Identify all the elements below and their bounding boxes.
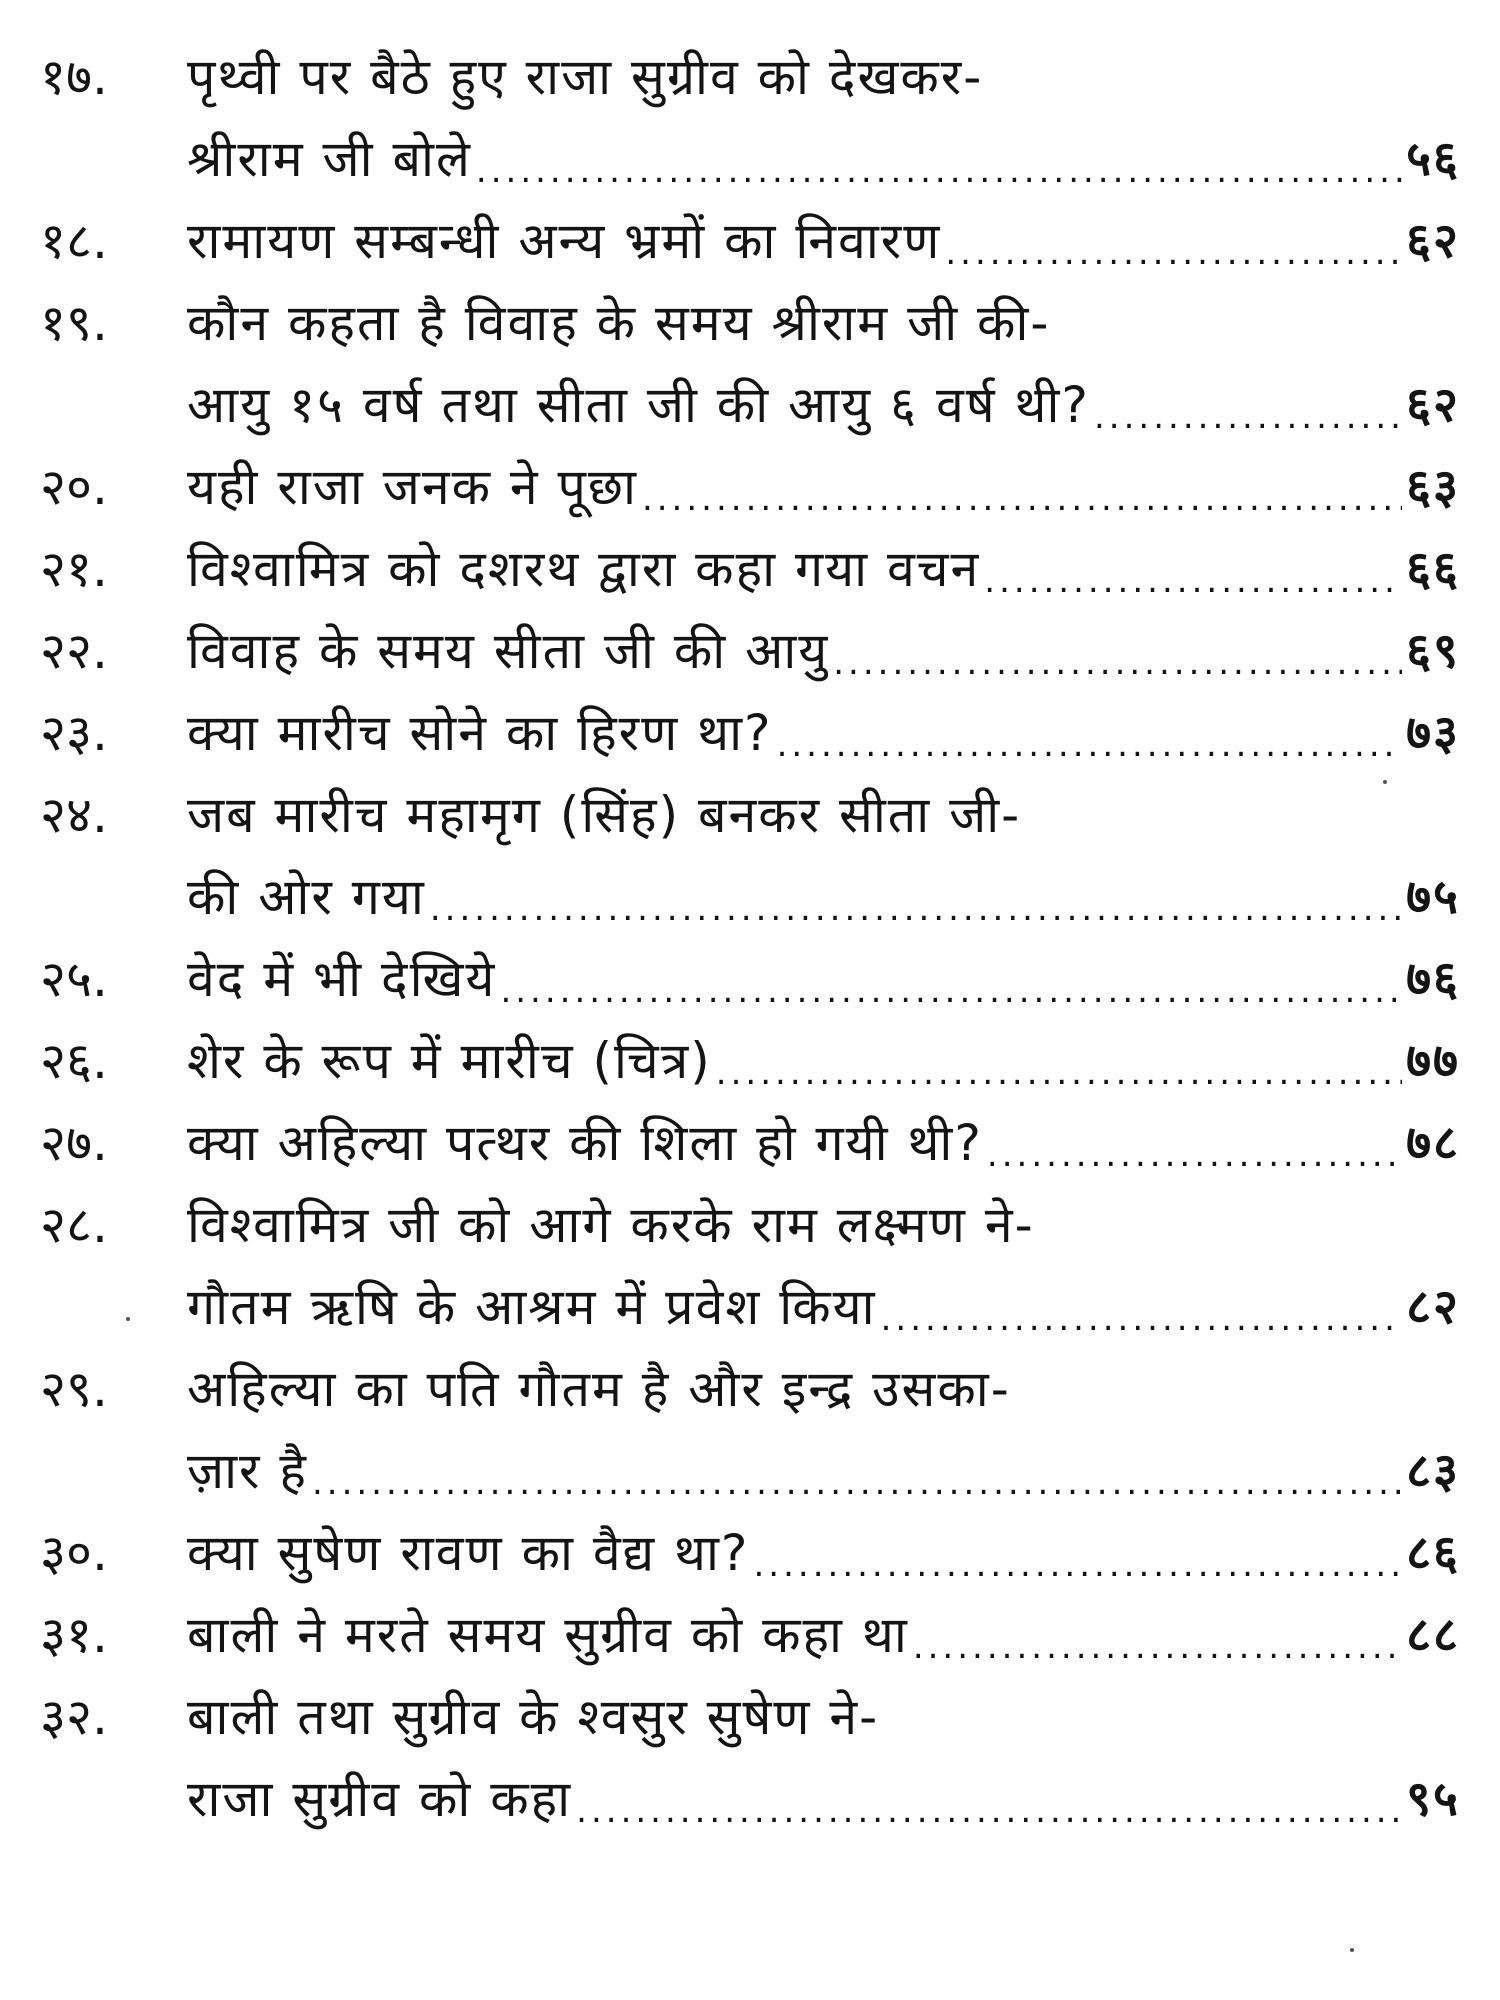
page-number: ७५ (1406, 869, 1460, 925)
entry-number: २६. (40, 1032, 108, 1090)
page-number: ८३ (1406, 1443, 1460, 1499)
page-number: ७७ (1406, 1033, 1460, 1089)
page-number: ७३ (1406, 705, 1460, 761)
dot-leader (312, 1458, 1402, 1512)
toc-entry (40, 1594, 1460, 1676)
entry-text-row (187, 1512, 1460, 1594)
entry-text-row (187, 1266, 1460, 1348)
entry-title: आयु १५ वर्ष तथा सीता जी की आयु ६ वर्ष थी? (187, 376, 1090, 434)
entry-title: वेद में भी देखिये (187, 950, 497, 1008)
entry-title: बाली ने मरते समय सुग्रीव को कहा था (187, 1606, 909, 1664)
toc-entry-line (40, 200, 1460, 282)
entry-text-row (187, 1594, 1460, 1676)
entry-text-row (187, 1020, 1460, 1102)
entry-title: विश्वामित्र को दशरथ द्वारा कहा गया वचन (187, 540, 981, 598)
toc-entry-line (40, 118, 1460, 200)
toc-entry-line (40, 1594, 1460, 1676)
dot-leader (987, 1130, 1402, 1184)
toc-entry-line (40, 364, 1460, 446)
toc-entry-line (40, 1512, 1460, 1594)
entry-text-row (187, 200, 1460, 282)
print-speck (126, 1317, 130, 1321)
toc-entry-line (40, 1348, 1460, 1430)
toc-entry (40, 528, 1460, 610)
toc-entry (40, 1676, 1460, 1840)
entry-number: २०. (40, 458, 108, 516)
dot-leader (913, 1622, 1402, 1676)
entry-title: जब मारीच महामृग (सिंह) बनकर सीता जी- (187, 786, 1022, 844)
page-number: ७८ (1406, 1115, 1460, 1171)
toc-entry-line (40, 856, 1460, 938)
entry-title: कौन कहता है विवाह के समय श्रीराम जी की- (187, 294, 1051, 352)
entry-text-row (187, 282, 1460, 364)
entry-text-row (187, 856, 1460, 938)
toc-entry-line (40, 36, 1460, 118)
toc-entry-line (40, 528, 1460, 610)
toc-entry-line (40, 1758, 1460, 1840)
dot-leader (716, 1048, 1402, 1102)
entry-text-row (187, 528, 1460, 610)
entry-title: क्या अहिल्या पत्थर की शिला हो गयी थी? (187, 1114, 983, 1172)
dot-leader (984, 556, 1402, 610)
dot-leader (430, 884, 1402, 938)
toc-entry (40, 446, 1460, 528)
entry-title: ज़ार है (187, 1442, 308, 1500)
entry-number: ३१. (40, 1606, 108, 1664)
entry-text-row (187, 1184, 1460, 1266)
toc-entry (40, 692, 1460, 774)
entry-title: श्रीराम जी बोले (187, 130, 472, 188)
entry-title: विवाह के समय सीता जी की आयु (187, 622, 830, 680)
dot-leader (476, 146, 1402, 200)
entry-text-row (187, 36, 1460, 118)
page-number: ६६ (1406, 541, 1460, 597)
dot-leader (1094, 392, 1402, 446)
dot-leader (642, 474, 1402, 528)
toc-entry-line (40, 938, 1460, 1020)
entry-title: बाली तथा सुग्रीव के श्वसुर सुषेण ने- (187, 1688, 880, 1746)
entry-title: गौतम ऋषि के आश्रम में प्रवेश किया (187, 1278, 877, 1336)
toc-entry-line (40, 774, 1460, 856)
entry-title: अहिल्या का पति गौतम है और इन्द्र उसका- (187, 1360, 1011, 1418)
page-number: ७६ (1406, 951, 1460, 1007)
entry-text-row (187, 938, 1460, 1020)
entry-number: २१. (40, 540, 108, 598)
entry-text-row (187, 1430, 1460, 1512)
dot-leader (753, 1540, 1402, 1594)
toc-entry-line (40, 446, 1460, 528)
page-number: ६३ (1406, 459, 1460, 515)
entry-number: २४. (40, 786, 108, 844)
entry-title: पृथ्वी पर बैठे हुए राजा सुग्रीव को देखकर- (187, 48, 984, 106)
toc-entry-line (40, 1676, 1460, 1758)
page-number: ६९ (1406, 623, 1460, 679)
entry-number: ३०. (40, 1524, 108, 1582)
toc-entry (40, 1348, 1460, 1512)
toc-entry (40, 1020, 1460, 1102)
entry-text-row (187, 692, 1460, 774)
toc-entry-line (40, 1020, 1460, 1102)
toc-entry-line (40, 282, 1460, 364)
entry-title: शेर के रूप में मारीच (चित्र) (187, 1032, 712, 1090)
entry-text-row (187, 118, 1460, 200)
toc-list (40, 36, 1460, 1840)
entry-number: २२. (40, 622, 108, 680)
print-speck (1350, 1948, 1354, 1952)
dot-leader (500, 966, 1402, 1020)
dot-leader (576, 1786, 1402, 1840)
entry-number: १७. (40, 48, 108, 106)
toc-entry-line (40, 692, 1460, 774)
entry-number: २८. (40, 1196, 108, 1254)
entry-number: ३२. (40, 1688, 108, 1746)
entry-text-row (187, 610, 1460, 692)
entry-number: २३. (40, 704, 108, 762)
page-number: ६२ (1406, 377, 1460, 433)
page-number: ८८ (1406, 1607, 1460, 1663)
entry-number: २५. (40, 950, 108, 1008)
print-speck (1383, 780, 1387, 784)
entry-number: १९. (40, 294, 108, 352)
dot-leader (945, 228, 1402, 282)
entry-text-row (187, 1758, 1460, 1840)
toc-entry-line (40, 1184, 1460, 1266)
entry-title: राजा सुग्रीव को कहा (187, 1770, 573, 1828)
entry-text-row (187, 774, 1460, 856)
page-number: ६२ (1406, 213, 1460, 269)
toc-entry (40, 610, 1460, 692)
dot-leader (777, 720, 1403, 774)
toc-entry-line (40, 1102, 1460, 1184)
toc-entry (40, 1102, 1460, 1184)
entry-text-row (187, 1102, 1460, 1184)
entry-title: रामायण सम्बन्धी अन्य भ्रमों का निवारण (187, 212, 942, 270)
entry-title: विश्वामित्र जी को आगे करके राम लक्ष्मण ने- (187, 1196, 1035, 1254)
toc-entry (40, 36, 1460, 200)
toc-entry (40, 774, 1460, 938)
entry-number: २९. (40, 1360, 108, 1418)
entry-text-row (187, 1348, 1460, 1430)
dot-leader (881, 1294, 1402, 1348)
page-number: ५६ (1406, 131, 1460, 187)
toc-entry (40, 282, 1460, 446)
entry-text-row (187, 364, 1460, 446)
toc-entry (40, 200, 1460, 282)
entry-text-row (187, 446, 1460, 528)
entry-title: क्या मारीच सोने का हिरण था? (187, 704, 773, 762)
entry-title: की ओर गया (187, 868, 426, 926)
toc-entry-line (40, 610, 1460, 692)
page-number: ९५ (1406, 1771, 1460, 1827)
dot-leader (833, 638, 1402, 692)
entry-title: क्या सुषेण रावण का वैद्य था? (187, 1524, 750, 1582)
entry-text-row (187, 1676, 1460, 1758)
page-number: ८२ (1406, 1279, 1460, 1335)
toc-entry (40, 1512, 1460, 1594)
toc-entry-line (40, 1266, 1460, 1348)
toc-entry-line (40, 1430, 1460, 1512)
page-number: ८६ (1406, 1525, 1460, 1581)
entry-number: २७. (40, 1114, 108, 1172)
entry-title: यही राजा जनक ने पूछा (187, 458, 638, 516)
entry-number: १८. (40, 212, 108, 270)
toc-entry (40, 1184, 1460, 1348)
toc-entry (40, 938, 1460, 1020)
